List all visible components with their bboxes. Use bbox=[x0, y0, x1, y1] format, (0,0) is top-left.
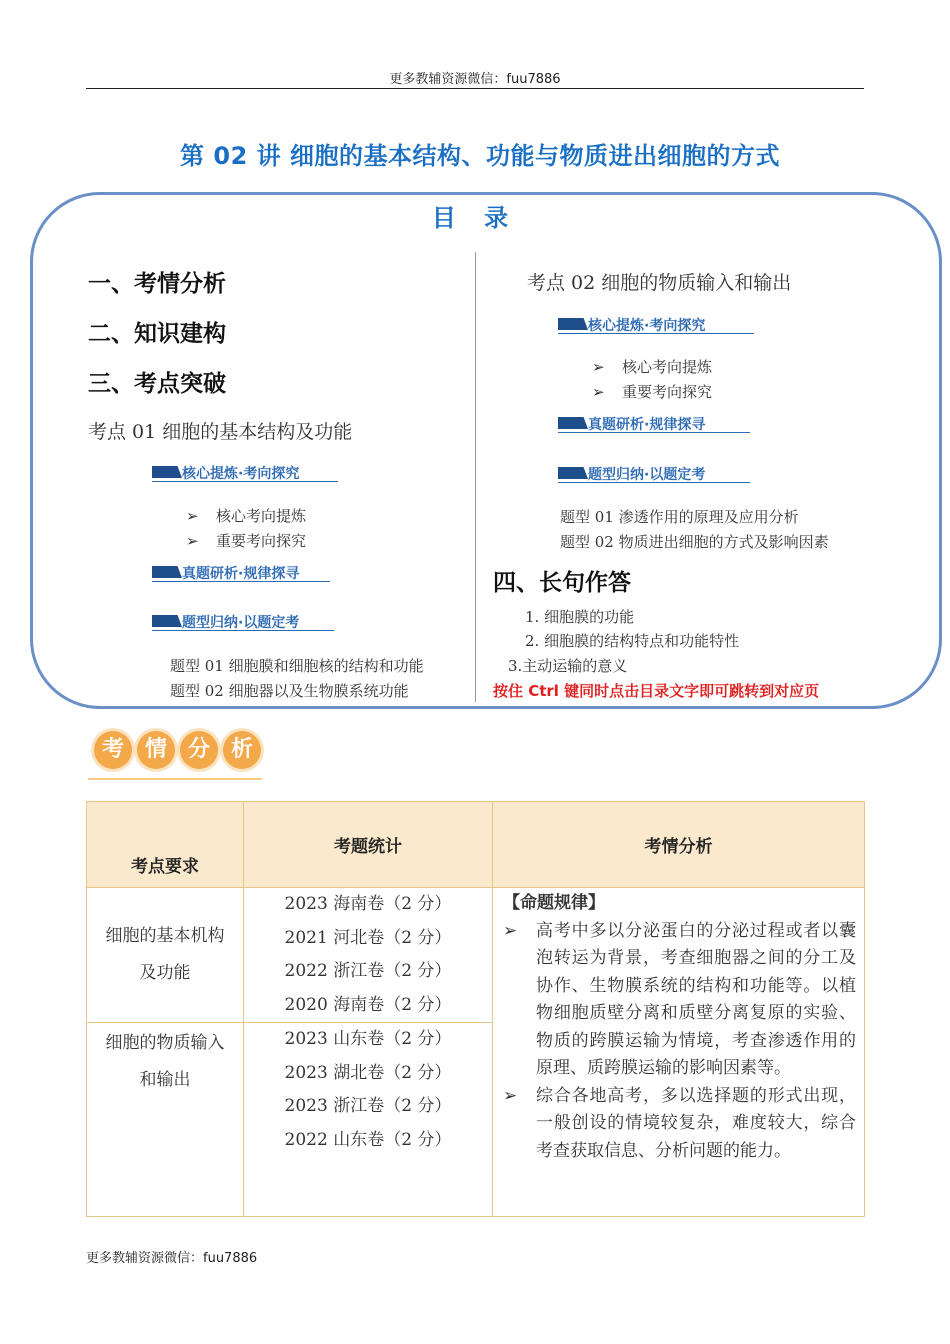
table-cell-analysis bbox=[493, 888, 865, 1217]
toc-link-kaoqing[interactable]: 一、考情分析 bbox=[88, 271, 226, 297]
arrow-bullet-icon: ➢ bbox=[592, 358, 605, 376]
table-cell-stats: 2023 山东卷（2 分） 2023 湖北卷（2 分） 2023 浙江卷（2 分） 2022 山东卷（2 分） bbox=[244, 1023, 493, 1217]
toc-link-kaodian[interactable]: 三、考点突破 bbox=[88, 371, 226, 397]
toc-link-item[interactable]: 2. 细胞膜的结构特点和功能特性 bbox=[525, 632, 740, 650]
col-header: 考点要求 bbox=[87, 802, 244, 888]
badge-char: 情 bbox=[137, 731, 175, 769]
toc-link-bullet[interactable]: ➢ 重要考向探究 bbox=[186, 532, 307, 550]
toc-link-tixing[interactable]: 题型 01 渗透作用的原理及应用分析 bbox=[560, 508, 799, 526]
banner-bar-icon bbox=[558, 318, 588, 330]
toc-banner-tixing[interactable]: 题型归纳·以题定考 bbox=[152, 613, 334, 635]
analysis-table bbox=[86, 801, 865, 1217]
arrow-bullet-icon: ➢ bbox=[186, 532, 199, 550]
banner-bar-icon bbox=[558, 417, 588, 429]
toc-link-bullet[interactable]: ➢ 核心考向提炼 bbox=[186, 507, 307, 525]
toc-banner-tixing[interactable]: 题型归纳·以题定考 bbox=[558, 465, 750, 487]
table-cell-stats: 2023 海南卷（2 分） 2021 河北卷（2 分） 2022 浙江卷（2 分） 2020 海南卷（2 分） bbox=[244, 888, 493, 1023]
col-header: 考题统计 bbox=[244, 802, 493, 888]
arrow-bullet-icon: ➢ bbox=[592, 383, 605, 401]
page-title: 第 02 讲 细胞的基本结构、功能与物质进出细胞的方式 bbox=[180, 142, 780, 170]
toc-divider bbox=[475, 252, 476, 702]
table-cell-req: 细胞的基本机构 及功能 bbox=[87, 888, 244, 1023]
toc-link-tixing[interactable]: 题型 02 物质进出细胞的方式及影响因素 bbox=[560, 533, 829, 551]
banner-bar-icon bbox=[152, 566, 182, 578]
toc-heading: 目 录 bbox=[431, 204, 519, 232]
toc-banner-zhenti[interactable]: 真题研析·规律探寻 bbox=[152, 564, 330, 586]
arrow-bullet-icon: ➢ bbox=[503, 920, 518, 941]
banner-bar-icon bbox=[558, 467, 588, 479]
toc-link-tixing[interactable]: 题型 01 细胞膜和细胞核的结构和功能 bbox=[170, 657, 424, 675]
toc-link-zhishi[interactable]: 二、知识建构 bbox=[88, 321, 226, 347]
header-rule bbox=[86, 88, 864, 89]
page-footer: 更多教辅资源微信：fuu7886 bbox=[86, 1251, 258, 1266]
toc-link-bullet[interactable]: ➢ 核心考向提炼 bbox=[592, 358, 713, 376]
toc-link-item[interactable]: 3.主动运输的意义 bbox=[508, 657, 628, 675]
badge-char: 分 bbox=[180, 731, 218, 769]
badge-char: 考 bbox=[94, 731, 132, 769]
arrow-bullet-icon: ➢ bbox=[503, 1085, 518, 1106]
analysis-label: 【命题规律】 bbox=[503, 893, 605, 913]
toc-banner-core[interactable]: 核心提炼·考向探究 bbox=[558, 316, 754, 338]
analysis-point: ➢ 高考中多以分泌蛋白的分泌过程或者以囊泡转运为背景，考查细胞器之间的分工及协作、生物膜系统的结构和功能等。以植物细胞质壁分离和质壁分离复原的实验、物质的跨膜运输为情境，考查渗透作用的原理、质跨膜运输的影响因素等。 bbox=[503, 918, 856, 1083]
toc-link-kaodian-01[interactable]: 考点 01 细胞的基本结构及功能 bbox=[88, 421, 353, 443]
toc-banner-core[interactable]: 核心提炼·考向探究 bbox=[152, 464, 338, 486]
analysis-point: ➢ 综合各地高考，多以选择题的形式出现，一般创设的情境较复杂，难度较大，综合考查获取信息、分析问题的能力。 bbox=[503, 1083, 856, 1166]
banner-bar-icon bbox=[152, 466, 182, 478]
ctrl-click-note: 按住 Ctrl 键同时点击目录文字即可跳转到对应页 bbox=[493, 682, 820, 700]
toc-link-changju[interactable]: 四、长句作答 bbox=[493, 570, 631, 596]
arrow-bullet-icon: ➢ bbox=[186, 507, 199, 525]
table-cell-req: 细胞的物质输入 和输出 bbox=[87, 1023, 244, 1217]
toc-link-kaodian-02[interactable]: 考点 02 细胞的物质输入和输出 bbox=[527, 272, 792, 294]
col-header: 考情分析 bbox=[493, 802, 865, 888]
page-header: 更多教辅资源微信：fuu7886 bbox=[389, 72, 561, 87]
banner-bar-icon bbox=[152, 615, 182, 627]
badge-underline bbox=[88, 778, 262, 780]
toc-link-tixing[interactable]: 题型 02 细胞器以及生物膜系统功能 bbox=[170, 682, 409, 700]
toc-link-item[interactable]: 1. 细胞膜的功能 bbox=[525, 608, 635, 626]
toc-link-bullet[interactable]: ➢ 重要考向探究 bbox=[592, 383, 713, 401]
badge-char: 析 bbox=[223, 731, 261, 769]
toc-banner-zhenti[interactable]: 真题研析·规律探寻 bbox=[558, 415, 750, 437]
